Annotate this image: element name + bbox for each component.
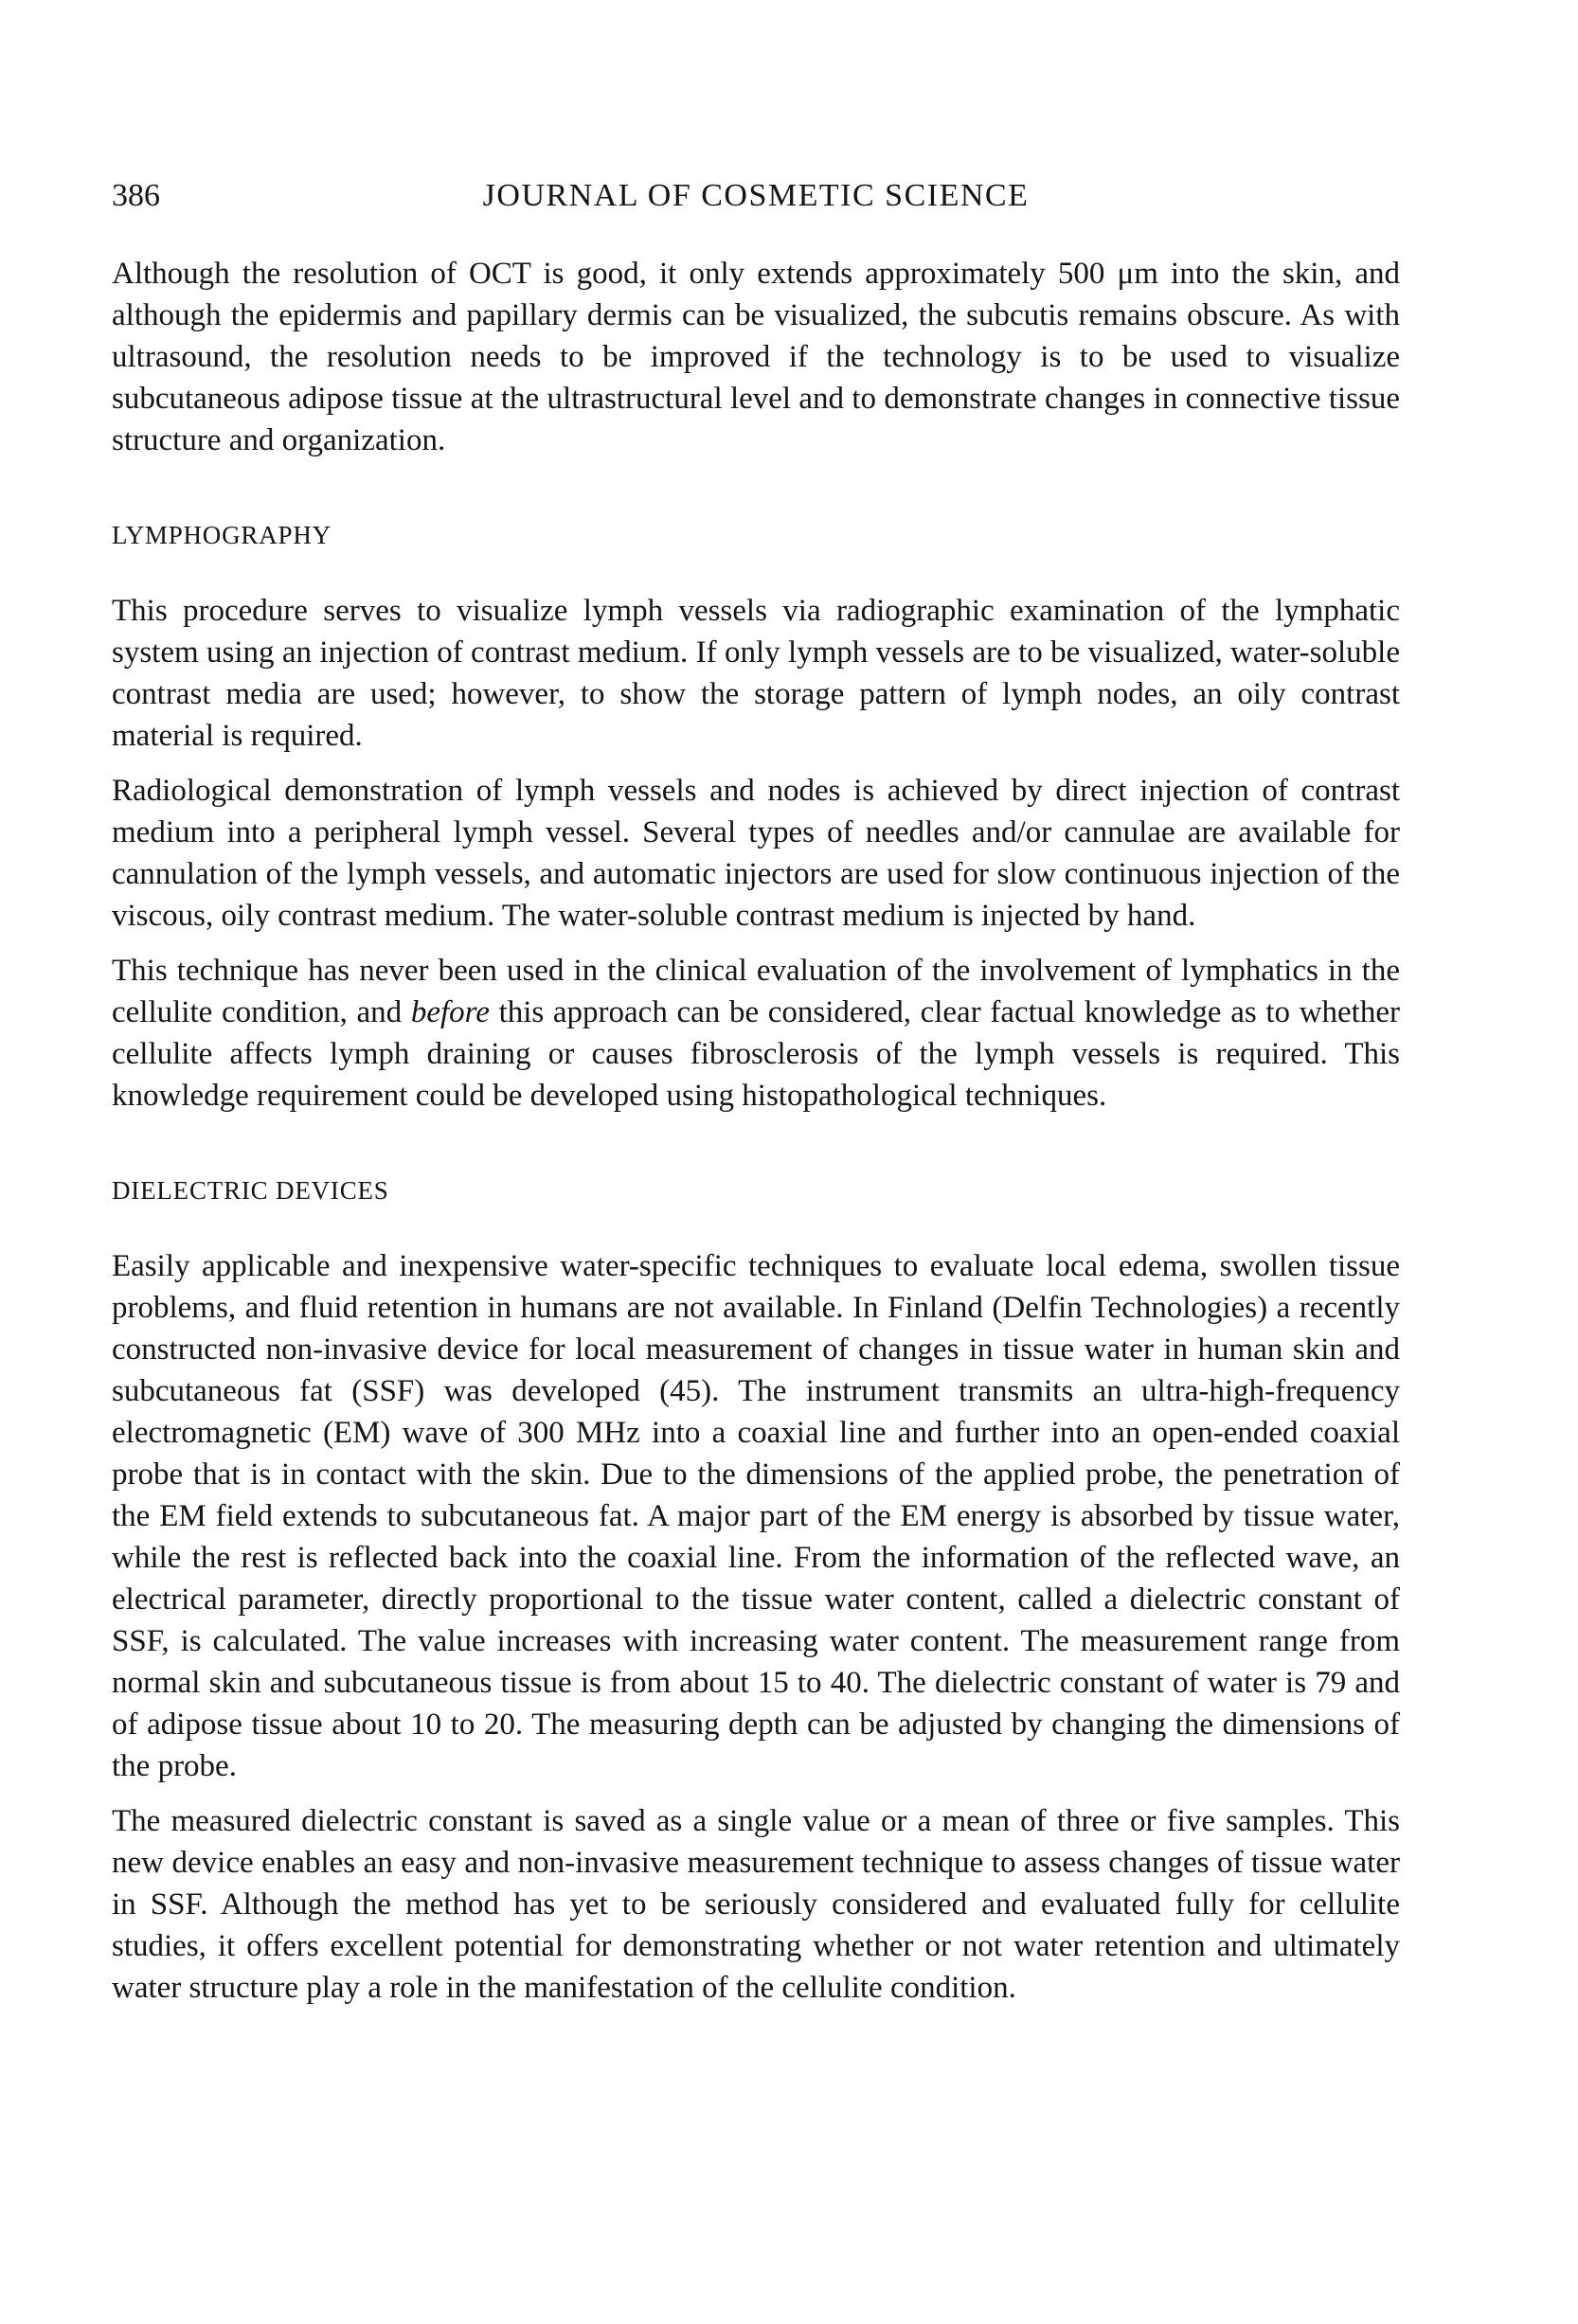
section-heading-lymphography: LYMPHOGRAPHY [112,521,332,549]
lymphography-paragraph-3 [112,950,1400,1117]
lymphography-paragraph-3-post: this approach can be considered, clear factual knowledge as to whether cellulite affects lymph draining or causes fibrosclerosis of the lymph vessels is required. This knowledge requirement could be developed using histopathological techniques. [112,995,1400,1113]
lymphography-paragraph-1: This procedure serves to visualize lymph vessels via radiographic examination of the lymphatic system using an injection of contrast medium. If only lymph vessels are to be visualized, water-soluble contrast media are used; however, to show the storage pattern of lymph nodes, an oily contrast material is required. [112,594,1400,753]
dielectric-paragraph-1: Easily applicable and inexpensive water-specific techniques to evaluate local edema, swollen tissue problems, and fluid retention in humans are not available. In Finland (Delfin Technologies) a recently constructed non-invasive device for local measurement of changes in tissue water in human skin and subcutaneous fat (SSF) was developed (45). The instrument transmits an ultra-high-frequency electromagnetic (EM) wave of 300 MHz into a coaxial line and further into an open-ended coaxial probe that is in contact with the skin. Due to the dimensions of the applied probe, the penetration of the EM field extends to subcutaneous fat. A major part of the EM energy is absorbed by tissue water, while the rest is reflected back into the coaxial line. From the information of the reflected wave, an electrical parameter, directly proportional to the tissue water content, called a dielectric constant of SSF, is calculated. The value increases with increasing water content. The measurement range from normal skin and subcutaneous tissue is from about 15 to 40. The dielectric constant of water is 79 and of adipose tissue about 10 to 20. The measuring depth can be adjusted by changing the dimensions of the probe. [112,1249,1400,1783]
page-number: 386 [112,178,160,213]
dielectric-paragraph-2: The measured dielectric constant is saved as a single value or a mean of three or five samples. This new device enables an easy and non-invasive measurement technique to assess changes of tissue water in SSF. Although the method has yet to be seriously considered and evaluated fully for cellulite studies, it offers excellent potential for demonstrating whether or not water retention and ultimately water structure play a role in the manifestation of the cellulite condition. [112,1804,1400,2005]
journal-title: JOURNAL OF COSMETIC SCIENCE [482,178,1030,213]
lymphography-paragraph-2: Radiological demonstration of lymph vessels and nodes is achieved by direct injection of contrast medium into a peripheral lymph vessel. Several types of needles and/or cannulae are available for cannulation of the lymph vessels, and automatic injectors are used for slow continuous injection of the viscous, oily contrast medium. The water-soluble contrast medium is injected by hand. [112,774,1400,933]
section-heading-dielectric-devices: DIELECTRIC DEVICES [112,1176,389,1205]
intro-paragraph: Although the resolution of OCT is good, it only extends approximately 500 μm into the skin, and although the epidermis and papillary dermis can be visualized, the subcutis remains obscure. As with ultrasound, the resolution needs to be improved if the technology is to be used to visualize subcutaneous adipose tissue at the ultrastructural level and to demonstrate changes in connective tissue structure and organization. [112,257,1400,457]
lymphography-paragraph-3-italic-word: before [410,995,490,1029]
page-header [112,175,1400,217]
lymphography-paragraph-3-pre: This technique has never been used in the clinical evaluation of the involvement of lymphatics in the cellulite condition, and [112,954,1400,1029]
